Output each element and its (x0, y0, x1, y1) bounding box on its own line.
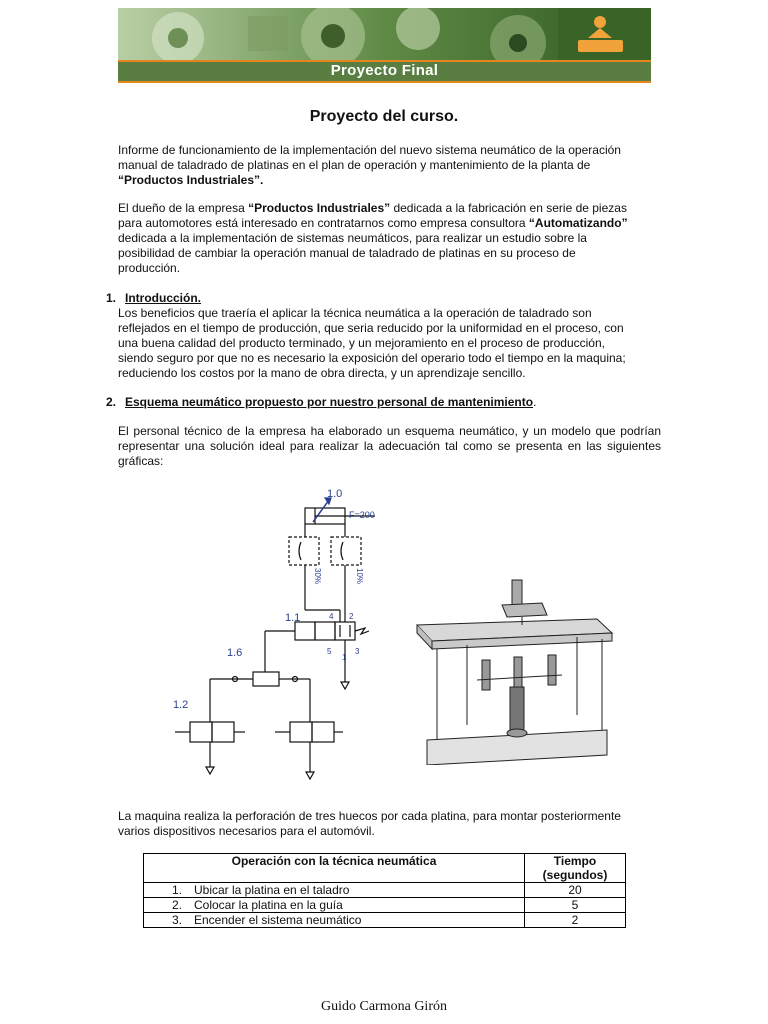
after-figure-paragraph: La maquina realiza la perforación de tres huecos por cada platina, para montar posteriormente varios dispositivos necesarios para el automóvil. (118, 809, 621, 838)
intro-line: manual de taladrado de platinas en el plan de operación y mantenimiento de la planta de (118, 158, 591, 172)
svg-text:3: 3 (355, 647, 360, 656)
table-row: 2. Colocar la platina en la guía 5 (144, 898, 626, 913)
section-1-body: Los beneficios que traería el aplicar la técnica neumática a la operación de taladrado son reflejados en el tiempo de producción, que seria reducido por la uniformidad en el proceso, con una buena calidad del producto terminado, y un mejoramiento en el proceso de producción, siendo seguro por que no es necesario la exposición del operario todo el tiempo en la maquina; reduciendo los costos por la mano de obra directa, y un aprendizaje sencillo. (118, 306, 626, 380)
svg-text:5: 5 (327, 647, 332, 656)
pneumatic-diagram (165, 482, 410, 787)
company-name: “Productos Industriales”. (118, 173, 264, 187)
table-row: 1. Ubicar la platina en el taladro 20 (144, 883, 626, 898)
svg-text:4: 4 (329, 612, 334, 621)
intro-paragraph (118, 143, 661, 188)
svg-text:10%: 10% (355, 568, 364, 585)
diagram-label-main-valve: 1.1 (285, 612, 301, 624)
page-title: Proyecto del curso. (309, 108, 459, 125)
drilling-machine-illustration (412, 575, 617, 765)
diagram-label-cylinder: 1.0 (327, 488, 343, 500)
svg-text:30%: 30% (313, 568, 322, 585)
section-1-heading: 1. Introducción. (106, 291, 201, 305)
owner-paragraph: El dueño de la empresa “Productos Industriales” dedicada a la fabricación en serie de piezas para automotores está interesado en contratarnos como empresa consultora “Automatizando” dedicada a la implementación de sistemas neumáticos, para realizar un estudio sobre la posibilidad de cambiar la operación manual de taladrado de platinas en su proceso de producción. (118, 201, 628, 275)
intro-line: Informe de funcionamiento de la implementación del nuevo sistema neumático de la operación (118, 143, 621, 157)
svg-text:F=200: F=200 (349, 510, 375, 520)
section-2-body: El personal técnico de la empresa ha elaborado un esquema neumático, y un modelo que podrían representar una solución ideal para realizar la adecuación tal como se presenta en las siguientes gráficas: (118, 424, 661, 468)
header-banner (118, 8, 651, 83)
table-header-row (144, 854, 626, 883)
banner-title: Proyecto Final (330, 62, 439, 79)
diagram-label-valve-left: 1.2 (173, 699, 189, 711)
section-2-heading: 2. Esquema neumático propuesto por nuestro personal de mantenimiento. (106, 395, 537, 409)
svg-text:1: 1 (342, 653, 347, 662)
footer-author: Guido Carmona Girón (321, 999, 447, 1014)
diagram-label-shuttle: 1.6 (227, 647, 243, 659)
header-time: Tiempo (segundos) (525, 854, 626, 883)
operations-table (143, 853, 626, 928)
svg-text:2: 2 (349, 612, 354, 621)
table-row: 3. Encender el sistema neumático 2 (144, 913, 626, 928)
header-operation: Operación con la técnica neumática (144, 854, 525, 883)
